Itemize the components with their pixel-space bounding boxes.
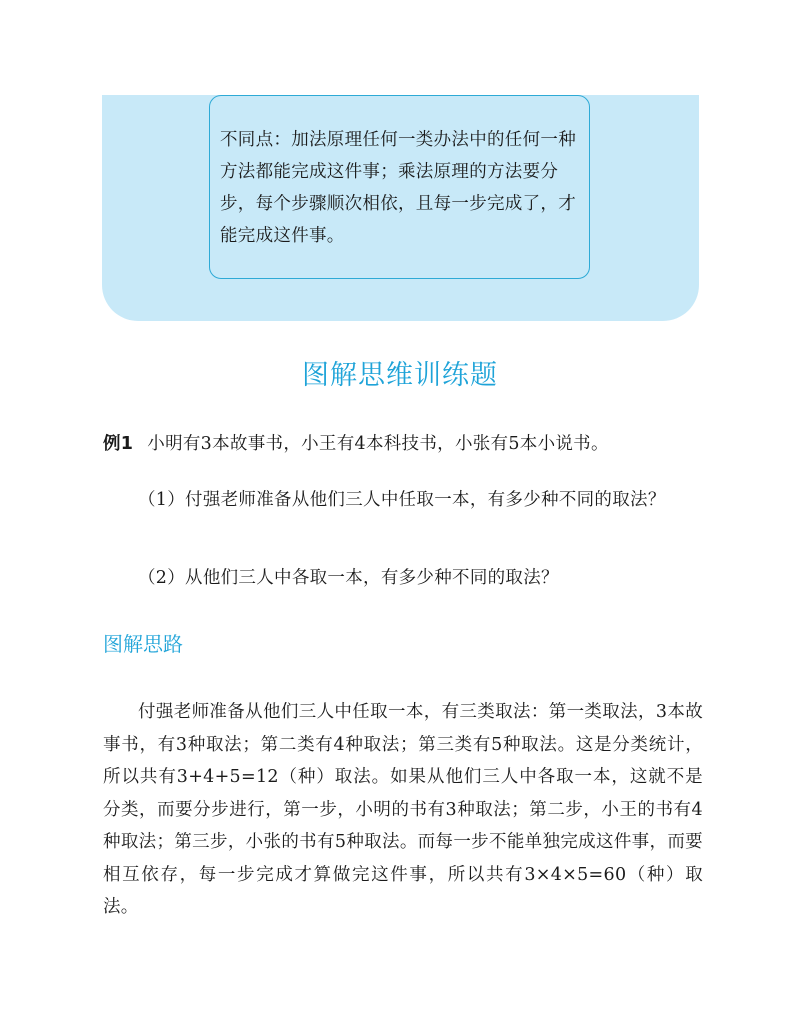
question-2: （2）从他们三人中各取一本，有多少种不同的取法？ (138, 568, 559, 588)
solution-explanation: 付强老师准备从他们三人中任取一本，有三类取法：第一类取法，3本故事书，有3种取法；第二类有4种取法；第三类有5种取法。这是分类统计，所以共有3+4+5=12（种）取法。如果从他们三人中各取一本，这就不是分类，而要分步进行，第一步，小明的书有3种取法；第二步，小王的书有4种取法；第三步，小张的书有5种取法。而每一步不能单独完成这件事，而要相互依存，每一步完成才算做完这件事，所以共有3×4×5=60（种）取法。 (103, 702, 703, 917)
question-1: （1）付强老师准备从他们三人中任取一本，有多少种不同的取法？ (138, 490, 666, 510)
example-label: 例1 (103, 434, 134, 454)
example-statement (103, 426, 703, 462)
example-text: 小明有3本故事书，小王有4本科技书，小张有5本小说书。 (147, 434, 609, 454)
comparison-note-text: 不同点：加法原理任何一类办法中的任何一种方法都能完成这件事；乘法原理的方法要分步，每个步骤顺次相依，且每一步完成了，才能完成这件事。 (220, 130, 576, 246)
comparison-note-box (209, 95, 590, 279)
section-title: 图解思维训练题 (302, 360, 498, 391)
solution-heading: 图解思路 (103, 632, 183, 656)
